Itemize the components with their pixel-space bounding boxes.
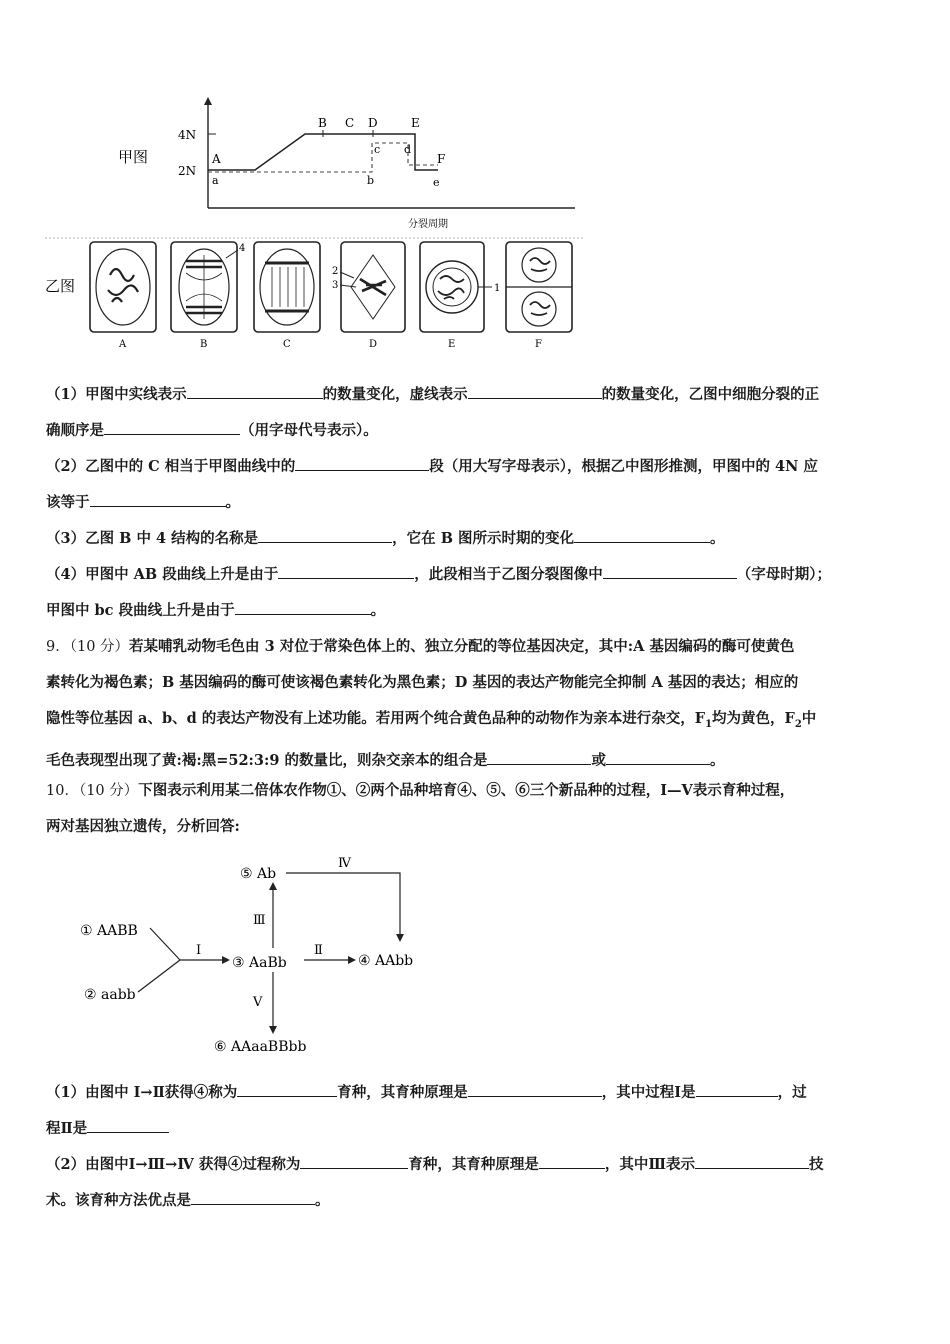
y-axis-arrow	[204, 97, 212, 105]
blank[interactable]	[237, 1080, 337, 1097]
blank[interactable]	[90, 490, 226, 507]
cell-image-C	[254, 242, 320, 332]
blank[interactable]	[191, 1188, 315, 1205]
q8-part4: （4）甲图中 AB 段曲线上升是由于 ，此段相当于乙图分裂图像中 （字母时期）； 甲图中 bc 段曲线上升是由于 。	[46, 557, 906, 629]
node-1-aabb: ① AABB	[80, 923, 138, 939]
blank[interactable]	[539, 1152, 605, 1169]
tick-4n: 4N	[178, 128, 197, 142]
route-V: Ⅴ	[253, 995, 263, 1010]
cell-label-F: F	[535, 339, 542, 350]
blank[interactable]	[696, 1080, 778, 1097]
point-e: e	[433, 176, 440, 189]
node-3-aabb: ③ AaBb	[232, 955, 287, 971]
question-number: 10．（10 分）	[46, 783, 139, 799]
blank[interactable]	[468, 382, 602, 399]
point-c: c	[374, 143, 381, 156]
blank[interactable]	[606, 748, 710, 765]
structure-3: 3	[332, 280, 339, 291]
q8-part2: （2）乙图中的 C 相当于甲图曲线中的 段（用大写字母表示），根据乙中图形推测，甲图中的 4N 应 该等于 。	[46, 449, 906, 521]
cell-division-figure	[40, 95, 585, 355]
x-axis-label: 分裂周期	[408, 219, 448, 230]
cell-label-A: A	[119, 339, 127, 350]
blank[interactable]	[104, 418, 240, 435]
q9-text: 9．（10 分）若某哺乳动物毛色由 3 对位于常染色体上的、独立分配的等位基因决定，其中:A 基因编码的酶可使黄色 素转化为褐色素；B 基因编码的酶可使该褐色素转化为黑色素；D 基因的表达产物能完全抑制 A 基因的表达；相应的 隐性等位基因 a、b、d 的表达产物没有上述功能。若用两个纯合黄色品种的动物作为亲本进行杂交，$F_1$均为黄色，$F_2$中 毛色表现型出现了黄:褐:黑=52:3:9 的数量比，则杂交亲本的组合是 或 。	[46, 638, 817, 769]
blank[interactable]	[300, 1152, 408, 1169]
point-C: C	[345, 116, 355, 130]
node-4-aabb: ④ AAbb	[358, 953, 414, 969]
cell-image-D	[332, 242, 405, 332]
blank[interactable]	[487, 748, 591, 765]
point-E: E	[411, 116, 420, 130]
route-II: Ⅱ	[314, 943, 323, 958]
route-IV: Ⅳ	[338, 856, 351, 871]
q10-text: 10．（10 分）下图表示利用某二倍体农作物①、②两个品种培育④、⑤、⑥三个新品种的过程，Ⅰ—Ⅴ表示育种过程， 两对基因独立遗传，分析回答:	[46, 782, 795, 835]
point-B: B	[318, 116, 327, 130]
point-a: a	[212, 174, 219, 187]
tick-2n: 2N	[178, 164, 197, 178]
yi-label: 乙图	[45, 277, 76, 295]
node-2-aabb: ② aabb	[84, 987, 136, 1003]
blank[interactable]	[603, 562, 737, 579]
structure-1: 1	[494, 283, 501, 294]
q10-part1: （1）由图中 Ⅰ→Ⅱ获得④称为 育种，其育种原理是 ，其中过程Ⅰ是 ，过 程Ⅱ是	[46, 1075, 906, 1147]
blank[interactable]	[468, 1080, 602, 1097]
cell-image-A	[90, 242, 156, 332]
cell-image-E	[420, 242, 500, 332]
q8-part3: （3）乙图 B 中 4 结构的名称是 ，它在 B 图所示时期的变化 。	[46, 521, 906, 557]
structure-4: 4	[239, 243, 246, 254]
blank[interactable]	[87, 1116, 169, 1133]
blank[interactable]	[295, 454, 429, 471]
q8-part1: （1）甲图中实线表示 的数量变化，虚线表示 的数量变化，乙图中细胞分裂的正 确顺序是 （用字母代号表示）。	[46, 377, 906, 449]
blank[interactable]	[695, 1152, 809, 1169]
question-number: 9．（10 分）	[46, 639, 130, 655]
blank[interactable]	[278, 562, 414, 579]
blank[interactable]	[187, 382, 323, 399]
cell-label-D: D	[369, 339, 378, 350]
blank[interactable]	[235, 598, 371, 615]
cell-image-B	[171, 242, 245, 332]
point-d: d	[404, 143, 412, 156]
point-A: A	[212, 152, 221, 166]
node-6-aaaabbbb: ⑥ AAaaBBbb	[214, 1039, 307, 1055]
blank[interactable]	[574, 526, 710, 543]
jia-label: 甲图	[118, 148, 149, 166]
breeding-diagram	[70, 848, 450, 1063]
point-D: D	[368, 116, 378, 130]
route-I: Ⅰ	[196, 943, 202, 958]
cell-image-F	[506, 242, 572, 332]
node-5-ab: ⑤ Ab	[240, 866, 277, 882]
cell-label-C: C	[283, 339, 291, 350]
cell-label-E: E	[448, 339, 456, 350]
cell-label-B: B	[200, 339, 208, 350]
structure-2: 2	[332, 266, 339, 277]
blank[interactable]	[258, 526, 392, 543]
point-F: F	[437, 152, 446, 166]
q10-part2: （2）由图中Ⅰ→Ⅲ→Ⅳ 获得④过程称为 育种，其育种原理是 ，其中Ⅲ表示 技 术。该育种方法优点是 。	[46, 1147, 906, 1219]
point-b: b	[367, 174, 375, 187]
route-III: Ⅲ	[253, 913, 266, 928]
